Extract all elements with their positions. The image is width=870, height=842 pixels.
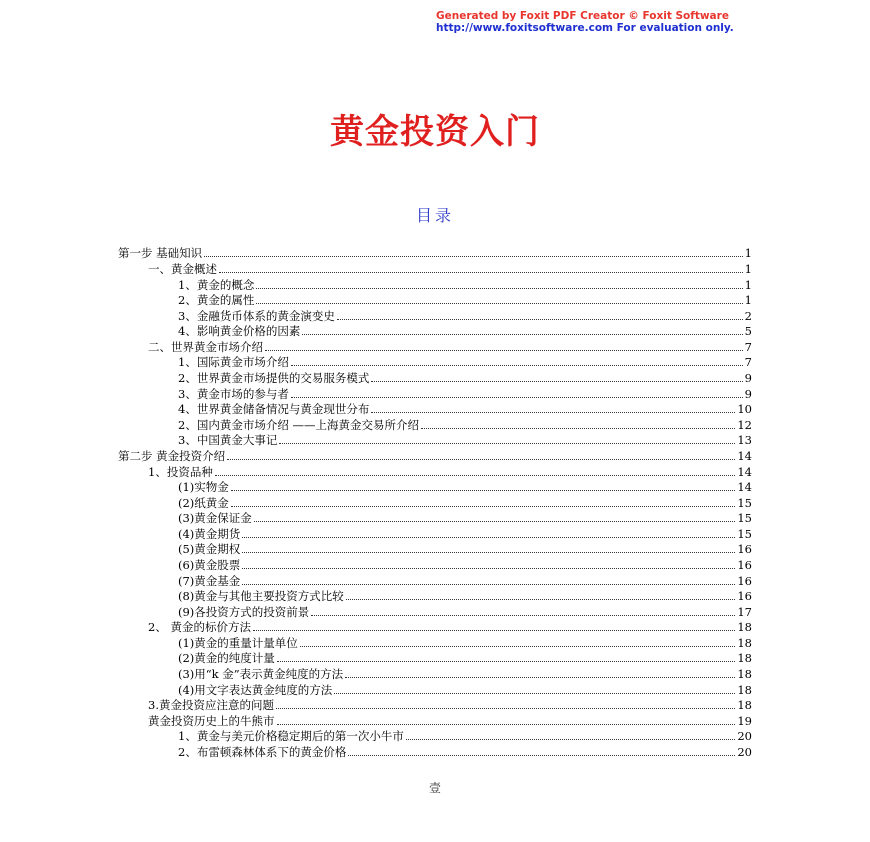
page-number: 壹 [428,781,441,795]
watermark-line-2: http://www.foxitsoftware.com For evaluation only. [436,22,734,34]
toc-dot-leader [277,724,736,725]
toc-entry-title: (2)黄金的纯度计量 [178,650,275,665]
toc-entry-title: 3.黄金投资应注意的问题 [148,697,274,712]
toc-entry-title: (8)黄金与其他主要投资方式比较 [178,588,344,603]
toc-entry-page: 18 [737,650,752,665]
toc-entry-page: 2 [744,308,752,323]
toc-entry-page: 14 [737,479,752,494]
toc-dot-leader [215,475,736,476]
toc-entry[interactable] [178,478,752,494]
toc-entry-page: 15 [737,495,752,510]
toc-entry[interactable] [178,307,752,323]
toc-entry-title: (3)黄金保证金 [178,510,252,525]
toc-entry-page: 14 [737,464,752,479]
toc-entry-title: (4)用文字表达黄金纯度的方法 [178,682,333,697]
toc-entry-title: 4、世界黄金储备情况与黄金现世分布 [178,401,370,416]
toc-entry-title: 二、世界黄金市场介绍 [148,339,263,354]
foxit-watermark [436,10,734,34]
toc-entry[interactable] [178,743,752,759]
toc-entry[interactable] [178,556,752,572]
toc-entry[interactable] [178,291,752,307]
toc-entry-title: 3、黄金市场的参与者 [178,386,289,401]
watermark-line-1: Generated by Foxit PDF Creator © Foxit Software [436,10,729,22]
toc-entry-page: 10 [737,401,752,416]
toc-entry-page: 14 [737,448,752,463]
toc-dot-leader [231,506,736,507]
toc-entry-title: (3)用“k 金”表示黄金纯度的方法 [178,666,344,681]
toc-heading: 目录 [415,206,454,225]
toc-entry[interactable] [178,665,752,681]
toc-entry-page: 16 [737,557,752,572]
toc-entry-title: 黄金投资历史上的牛熊市 [148,713,275,728]
toc-entry-title: 1、投资品种 [148,464,213,479]
toc-entry-title: 1、黄金与美元价格稳定期后的第一次小牛市 [178,728,404,743]
toc-entry[interactable] [178,525,752,541]
toc-entry[interactable] [148,463,752,479]
toc-entry[interactable] [178,353,752,369]
document-title: 黄金投资入门 [330,112,540,152]
toc-entry-page: 5 [744,323,752,338]
toc-dot-leader [242,537,735,538]
toc-entry-page: 18 [737,666,752,681]
toc-entry-title: (6)黄金股票 [178,557,241,572]
toc-entry-page: 12 [737,417,752,432]
toc-entry[interactable] [178,322,752,338]
toc-dot-leader [227,459,735,460]
toc-entry-title: (1)实物金 [178,479,229,494]
toc-entry[interactable] [178,509,752,525]
toc-dot-leader [256,288,742,289]
toc-entry-title: 3、金融货币体系的黄金演变史 [178,308,335,323]
toc-dot-leader [256,303,742,304]
toc-entry-title: 1、黄金的概念 [178,277,255,292]
toc-entry[interactable] [178,603,752,619]
toc-dot-leader [219,272,743,273]
toc-entry-title: (7)黄金基金 [178,573,241,588]
toc-dot-leader [406,739,736,740]
toc-entry[interactable] [178,416,752,432]
toc-entry-title: (5)黄金期权 [178,541,241,556]
toc-dot-leader [253,630,735,631]
toc-dot-leader [371,381,742,382]
toc-entry[interactable] [178,572,752,588]
toc-entry[interactable] [178,649,752,665]
toc-entry-page: 1 [744,245,752,260]
toc-dot-leader [254,521,736,522]
toc-entry[interactable] [178,369,752,385]
toc-entry-title: 3、中国黄金大事记 [178,432,278,447]
toc-dot-leader [277,661,736,662]
toc-entry-title: 2、世界黄金市场提供的交易服务模式 [178,370,370,385]
toc-entry-page: 9 [744,386,752,401]
toc-entry-page: 9 [744,370,752,385]
toc-dot-leader [300,646,736,647]
toc-entry-title: 2、国内黄金市场介绍 ——上海黄金交易所介绍 [178,417,419,432]
toc-entry-title: (2)纸黄金 [178,495,229,510]
toc-dot-leader [265,350,743,351]
toc-dot-leader [231,490,736,491]
toc-entry[interactable] [148,338,752,354]
toc-entry[interactable] [178,540,752,556]
toc-entry-page: 1 [744,261,752,276]
toc-dot-leader [371,412,735,413]
toc-entry-page: 7 [744,354,752,369]
toc-entry[interactable] [178,276,752,292]
toc-entry-page: 18 [737,697,752,712]
toc-dot-leader [348,755,735,756]
toc-entry-title: 第二步 黄金投资介绍 [118,448,226,463]
toc-entry[interactable] [148,712,752,728]
toc-dot-leader [276,708,735,709]
toc-entry[interactable] [178,400,752,416]
toc-entry-page: 15 [737,526,752,541]
toc-dot-leader [302,334,742,335]
toc-entry[interactable] [148,618,752,634]
toc-entry[interactable] [178,681,752,697]
toc-entry-title: 1、国际黄金市场介绍 [178,354,289,369]
toc-entry-title: 4、影响黄金价格的因素 [178,323,301,338]
toc-dot-leader [311,615,735,616]
toc-dot-leader [337,319,743,320]
toc-dot-leader [334,693,735,694]
toc-entry-page: 1 [744,277,752,292]
toc-entry-title: 2、黄金的属性 [178,292,255,307]
toc-entry[interactable] [178,494,752,510]
toc-entry-page: 13 [737,432,752,447]
toc-entry-page: 1 [744,292,752,307]
toc-dot-leader [204,256,743,257]
toc-entry-title: (9)各投资方式的投资前景 [178,604,310,619]
toc-entry-page: 16 [737,573,752,588]
toc-entry[interactable] [178,727,752,743]
toc-entry-page: 18 [737,619,752,634]
toc-entry-page: 17 [737,604,752,619]
toc-entry-title: 一、黄金概述 [148,261,217,276]
toc-entry-page: 20 [737,744,752,759]
toc-entry-title: (1)黄金的重量计量单位 [178,635,298,650]
toc-dot-leader [291,365,743,366]
toc-dot-leader [242,584,735,585]
toc-entry-title: 第一步 基础知识 [118,245,203,260]
toc-entry-title: 2、布雷顿森林体系下的黄金价格 [178,744,347,759]
toc-entry-page: 20 [737,728,752,743]
toc-dot-leader [291,397,743,398]
toc-entry-page: 7 [744,339,752,354]
toc-entry-page: 18 [737,682,752,697]
toc-entry[interactable] [178,634,752,650]
toc-entry[interactable] [118,244,752,260]
toc-entry[interactable] [178,431,752,447]
toc-entry-title: 2、 黄金的标价方法 [148,619,251,634]
toc-entry-page: 16 [737,541,752,556]
toc-entry-page: 19 [737,713,752,728]
toc-entry[interactable] [178,587,752,603]
toc-dot-leader [421,428,735,429]
toc-entry-page: 15 [737,510,752,525]
toc-entry-page: 18 [737,635,752,650]
toc-dot-leader [345,677,735,678]
toc-dot-leader [242,568,735,569]
toc-entry-title: (4)黄金期货 [178,526,241,541]
toc-dot-leader [242,552,735,553]
toc-dot-leader [346,599,736,600]
toc-dot-leader [279,443,735,444]
toc-entry[interactable] [148,260,752,276]
toc-entry-page: 16 [737,588,752,603]
toc-entry[interactable] [118,447,752,463]
toc-entry[interactable] [178,385,752,401]
toc-entry[interactable] [148,696,752,712]
